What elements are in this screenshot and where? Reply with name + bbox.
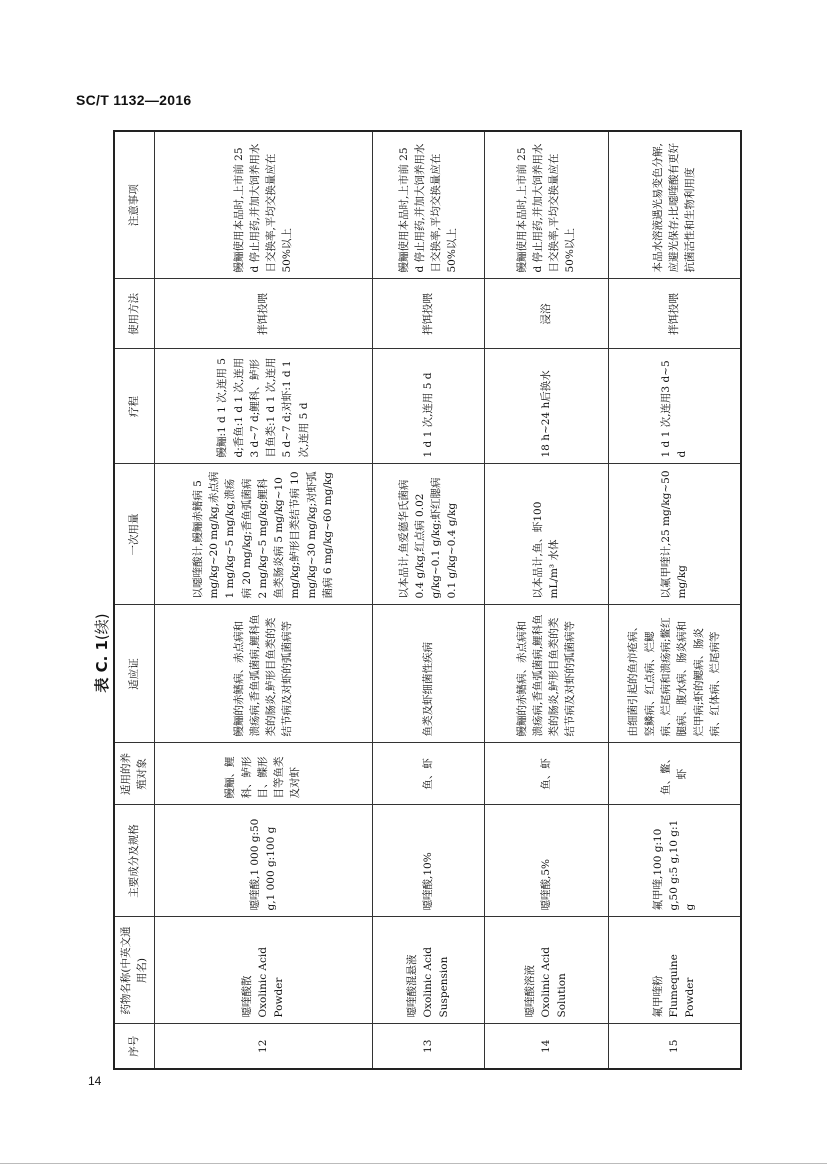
cell-indication: 鳗鲡的赤鳍病、赤点病和溃疡病,香鱼弧菌病,鲤科鱼类的肠炎,鲈形目鱼类的类结节病及对虾的弧菌病等: [154, 605, 372, 743]
col-header-spec: 主要成分及规格: [114, 805, 154, 917]
table-row: [484, 131, 608, 1069]
rotated-table-container: [113, 132, 738, 1070]
col-header-no: 序号: [114, 1024, 154, 1069]
drug-name-en: Oxolinic Acid Solution: [539, 947, 569, 1018]
cell-name: [372, 917, 484, 1024]
cell-spec: 氟甲喹,100 g:10 g,50 g:5 g,10 g:1 g: [608, 805, 741, 917]
drug-name-cn: 噁喹酸溶液: [523, 965, 536, 1018]
cell-name: [154, 917, 372, 1024]
cell-no: 12: [154, 1024, 372, 1069]
cell-spec: 噁喹酸,1 000 g:50 g,1 000 g:100 g: [154, 805, 372, 917]
table-row: [608, 131, 741, 1069]
col-header-name: 药物名称(中英文通用名): [114, 917, 154, 1024]
page-bottom-divider: [0, 1163, 827, 1164]
table-row: [154, 131, 372, 1069]
page-number: 14: [88, 1074, 102, 1088]
drug-name-en: Oxolinic Acid Powder: [256, 947, 286, 1018]
table-header-row: [114, 131, 154, 1069]
table-row: [372, 131, 484, 1069]
drug-name-cn: 噁喹酸散: [240, 975, 253, 1018]
cell-method: 浸浴: [484, 279, 608, 349]
drug-name-en: Flumequine Powder: [668, 954, 697, 1018]
cell-target: 鱼、虾: [484, 743, 608, 805]
drug-name-cn: 氟甲喹粉: [651, 975, 664, 1018]
table-caption-label: 表 C. 1: [92, 640, 111, 693]
cell-indication: 由细菌引起的鱼疖疮病、竖鳞病、红点病、烂鳃病、烂尾病和溃疡病;鳖红腿病、腹水病、肠炎病和烂甲病;虾的鳃病、肠炎病、红体病、烂尾病等: [608, 605, 741, 743]
cell-no: 14: [484, 1024, 608, 1069]
cell-name: [608, 917, 741, 1024]
cell-no: 13: [372, 1024, 484, 1069]
cell-dosage: 以氟甲喹计,25 mg/kg~50 mg/kg: [608, 464, 741, 605]
cell-course: 鳗鲡:1 d 1 次,连用 5 d;香鱼:1 d 1 次,连用 3 d~7 d;鲤科、鲈形目鱼类:1 d 1 次,连用5 d~7 d;对虾:1 d 1 次,连用 5 d: [154, 349, 372, 464]
cell-target: 鱼、虾: [372, 743, 484, 805]
col-header-dosage: 一次用量: [114, 464, 154, 605]
cell-notes: 本品水溶液遇光易变色分解,应避光保存;比噁喹酸有更好抗菌活性和生物利用度: [608, 131, 741, 279]
cell-notes: 鳗鲡使用本品时,上市前 25 d 停止用药,并加大饲养用水日交换率,平均交换量应在 50%以上: [484, 131, 608, 279]
cell-method: 拌饵投喂: [608, 279, 741, 349]
cell-method: 拌饵投喂: [372, 279, 484, 349]
cell-dosage: 以本品计,鱼爱德华氏菌病 0.4 g/kg,红点病 0.02 g/kg~0.1 g/kg;虾红腮病0.1 g/kg~0.4 g/kg: [372, 464, 484, 605]
cell-no: 15: [608, 1024, 741, 1069]
table-caption-suffix: (续): [92, 613, 111, 641]
cell-dosage: 以本品计,鱼、虾100 mL/m³ 水体: [484, 464, 608, 605]
col-header-method: 使用方法: [114, 279, 154, 349]
standard-code-header: SC/T 1132—2016: [76, 92, 192, 108]
cell-target: 鱼、鳖、虾: [608, 743, 741, 805]
cell-indication: 鳗鲡的赤鳍病、赤点病和溃疡病,香鱼弧菌病,鲤科鱼类的肠炎,鲈形目鱼类的类结节病及对虾的弧菌病等: [484, 605, 608, 743]
col-header-indication: 适应证: [114, 605, 154, 743]
drug-name-cn: 噁喹酸混悬液: [405, 954, 418, 1018]
col-header-course: 疗程: [114, 349, 154, 464]
cell-course: 1 d 1 次,连用3 d~5 d: [608, 349, 741, 464]
col-header-notes: 注意事项: [114, 131, 154, 279]
cell-indication: 鱼类及虾细菌性疾病: [372, 605, 484, 743]
cell-spec: 噁喹酸,10%: [372, 805, 484, 917]
drug-table: [113, 130, 742, 1070]
cell-target: 鳗鲡、鲤科、鲈形目、鲽形目等鱼类及对虾: [154, 743, 372, 805]
cell-notes: 鳗鲡使用本品时,上市前 25 d 停止用药,并加大饲养用水日交换率,平均交换量应在 50%以上: [154, 131, 372, 279]
cell-method: 拌饵投喂: [154, 279, 372, 349]
cell-course: 1 d 1 次,连用 5 d: [372, 349, 484, 464]
cell-dosage: 以噁喹酸计,鳗鲡赤鳍病 5 mg/kg~20 mg/kg,赤点病1 mg/kg~5 mg/kg,溃疡病 20 mg/kg;香鱼弧菌病 2 mg/kg~5 mg/kg;鲤科鱼类肠炎病 5 mg/kg~10 mg/kg;鲈形目类结节病 10 mg/kg~30 mg/kg;对虾弧菌病 6 mg/kg~60 mg/kg: [154, 464, 372, 605]
drug-name-en: Oxolinic Acid Suspension: [421, 947, 451, 1018]
col-header-target: 适用的养殖对象: [114, 743, 154, 805]
cell-course: 18 h~24 h后换水: [484, 349, 608, 464]
cell-name: [484, 917, 608, 1024]
cell-notes: 鳗鲡使用本品时,上市前 25 d 停止用药,并加大饲养用水日交换率,平均交换量应在 50%以上: [372, 131, 484, 279]
cell-spec: 噁喹酸,5%: [484, 805, 608, 917]
